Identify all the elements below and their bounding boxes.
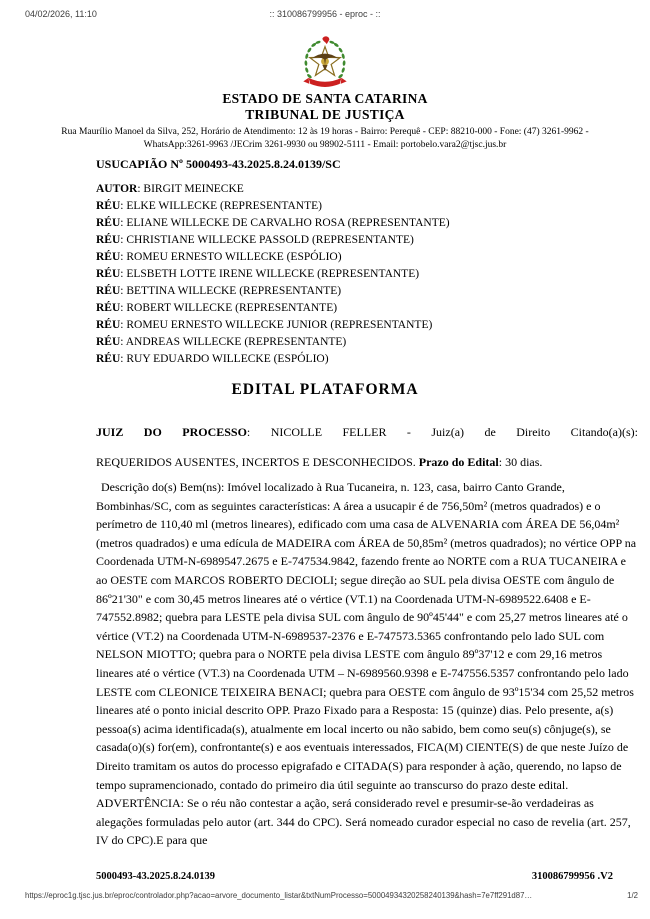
party-row: [96, 351, 638, 368]
party-name: : ELSBETH LOTTE IRENE WILLECKE (REPRESENTANTE): [120, 268, 420, 280]
party-row: [96, 232, 638, 249]
party-row: [96, 215, 638, 232]
party-role: RÉU: [96, 302, 121, 314]
party-row: [96, 249, 638, 266]
party-role: RÉU: [96, 319, 121, 331]
print-datetime: 04/02/2026, 11:10: [25, 9, 97, 19]
party-name: : BETTINA WILLECKE (REPRESENTANTE): [120, 285, 342, 297]
party-role: RÉU: [96, 353, 121, 365]
party-name: : ELIANE WILLECKE DE CARVALHO ROSA (REPRESENTANTE): [120, 217, 450, 229]
party-role: RÉU: [96, 336, 121, 348]
judge-line2: [96, 447, 638, 477]
party-name: : ROBERT WILLECKE (REPRESENTANTE): [120, 302, 338, 314]
org-name-state: ESTADO DE SANTA CATARINA: [222, 91, 428, 106]
judge-label: JUIZ DO PROCESSO: [96, 425, 247, 439]
property-description: Descrição do(s) Bem(ns): Imóvel localizado à Rua Tucaneira, n. 123, casa, bairro Canto Grande, Bombinhas/SC, com as seguintes características: A área a usucapir é de 756,50m² (metros quadrados) e o perímetro de 110,40 ml (metros lineares), edificado com uma casa de ALVENARIA com ÁREA DE 56,04m² (metros quadrados) e uma edícula de MADEIRA com ÁREA de 50,85m² (metros quadrados); no vértice OPP na Coordenada UTM-N-6989547.2675 e E-747534.9842, fazendo frente ao NORTE com a RUA TUCANEIRA e ao OESTE com MARCOS ROBERTO DECIOLI; segue direção ao SUL pela divisa OESTE com ângulo de 86º21'30" e com 30,45 metros lineares até o vértice (VT.1) na Coordenada UTM-N-6989522.6408 e E-747552.8982; quebra para LESTE pela divisa SUL com ângulo de 90º45'44" e com 25,27 metros lineares até o vértice (VT.2) na Coordenada UTM-N-6989537-2376 e E-747573.5365 confrontando pelo lado SUL com NELSON MIOTTO; quebra para o NORTE pela divisa LESTE com ângulo 89º37'12 e com 29,16 metros lineares até o vértice (VT.3) na Coordenada UTM – N-6989560.9398 e E-747556.5357 confrontando pelo lado LESTE com CLEONICE TEIXEIRA BENACI; quebra para OESTE com ângulo de 93º15'34 com 25,52 metros lineares até o ponto inicial descrito OPP. Prazo Fixado para a Resposta: 15 (quinze) dias. Pelo presente, a(s) pessoa(s) acima identificada(s), atualmente em local incerto ou não sabido, bem como seu(s) cônjuge(s), se casada(o)(s) for(em), confrontante(s) e aos eventuais interessados, FICA(M) CIENTE(S) de que neste Juízo de Direito tramitam os autos do processo epigrafado e CITADA(S) para responder à ação, querendo, no lapso de tempo supramencionado, contado do primeiro dia útil seguinte ao transcurso do prazo deste edital. ADVERTÊNCIA: Se o réu não contestar a ação, será considerado revel e presumir-se-ão verdadeiras as alegações formuladas pelo autor (art. 344 do CPC). Será nomeado curador especial no caso de revelia (art. 257, IV do CPC).E para que: [96, 480, 637, 848]
org-name-court: TRIBUNAL DE JUSTIÇA: [245, 107, 405, 122]
judge-line1-text: : NICOLLE FELLER - Juiz(a) de Direito Citando(a)(s):: [246, 425, 638, 439]
coat-of-arms: [0, 36, 650, 92]
footer-doc-number: 310086799956 .V2: [531, 871, 613, 882]
party-role: RÉU: [96, 234, 121, 246]
judge-line1: [96, 417, 638, 447]
party-name: : BIRGIT MEINECKE: [137, 183, 244, 195]
party-row: [96, 334, 638, 351]
judge-line2-text: REQUERIDOS AUSENTES, INCERTOS E DESCONHECIDOS.: [96, 455, 419, 469]
party-role: RÉU: [96, 200, 121, 212]
party-row: [96, 181, 638, 198]
party-name: : RUY EDUARDO WILLECKE (ESPÓLIO): [120, 353, 329, 365]
party-role: RÉU: [96, 217, 121, 229]
party-role: AUTOR: [96, 183, 138, 195]
case-title: USUCAPIÃO Nº 5000493-43.2025.8.24.0139/SC: [96, 157, 341, 171]
party-role: RÉU: [96, 251, 121, 263]
edital-deadline-value: : 30 dias.: [498, 455, 543, 469]
footer-page-indicator: 1/2: [627, 891, 638, 900]
party-row: [96, 300, 638, 317]
party-name: : ROMEU ERNESTO WILLECKE JUNIOR (REPRESENTANTE): [120, 319, 433, 331]
edital-heading: EDITAL PLATAFORMA: [231, 381, 419, 398]
santa-catarina-crest-icon: [299, 36, 351, 92]
party-row: [96, 198, 638, 215]
phrygian-cap-icon: [322, 36, 329, 44]
footer-case-number: 5000493-43.2025.8.24.0139: [96, 871, 215, 882]
footer-url: https://eproc1g.tjsc.jus.br/eproc/controlador.php?acao=arvore_documento_listar&txtNumProcesso=50004934320258240139&hash=7e7ff291d87…: [25, 891, 533, 900]
party-name: : ROMEU ERNESTO WILLECKE (ESPÓLIO): [120, 251, 342, 263]
party-name: : ELKE WILLECKE (REPRESENTANTE): [120, 200, 322, 212]
party-row: [96, 283, 638, 300]
party-role: RÉU: [96, 268, 121, 280]
ribbon-icon: [309, 78, 342, 87]
party-role: RÉU: [96, 285, 121, 297]
party-name: : ANDREAS WILLECKE (REPRESENTANTE): [120, 336, 347, 348]
court-address: Rua Maurílio Manoel da Silva, 252, Horário de Atendimento: 12 às 19 horas - Bairro: Perequê - CEP: 88210-000 - Fone: (47) 3261-9962 - WhatsApp:3261-9963 /JECrim 3261-9930 ou 98902-5111 - Email: portobelo.vara2@tjsc.jus.br: [61, 127, 589, 150]
party-row: [96, 266, 638, 283]
edital-deadline-label: Prazo do Edital: [418, 455, 499, 469]
print-window-title: :: 310086799956 - eproc - ::: [269, 9, 381, 19]
party-name: : CHRISTIANE WILLECKE PASSOLD (REPRESENTANTE): [120, 234, 414, 246]
party-row: [96, 317, 638, 334]
parties-list: [96, 181, 638, 368]
judge-paragraph: [96, 417, 638, 477]
